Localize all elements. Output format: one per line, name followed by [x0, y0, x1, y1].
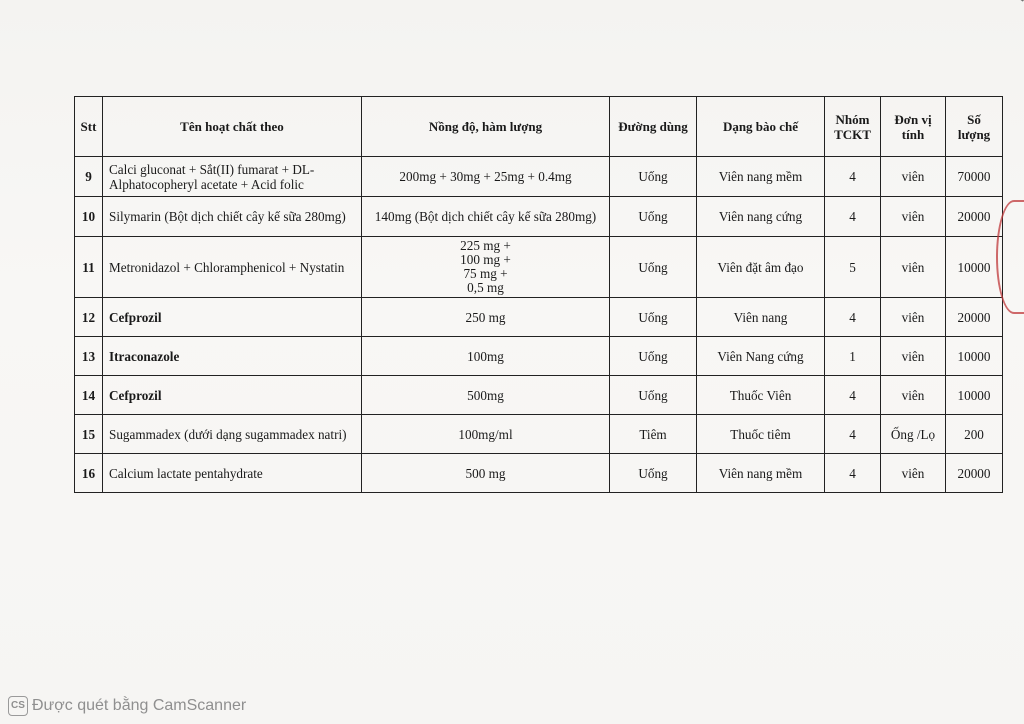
cell-name: Sugammadex (dưới dạng sugammadex natri) [103, 415, 362, 454]
cell-form: Viên nang [697, 298, 825, 337]
cell-group: 1 [825, 337, 881, 376]
cell-name: Cefprozil [103, 376, 362, 415]
header-unit: Đơn vị tính [881, 97, 946, 157]
cell-group: 4 [825, 298, 881, 337]
cell-route: Tiêm [610, 415, 697, 454]
cell-concentration: 250 mg [362, 298, 610, 337]
cell-name: Metronidazol + Chloramphenicol + Nystatin [103, 237, 362, 298]
cell-name: Cefprozil [103, 298, 362, 337]
cell-route: Uống [610, 337, 697, 376]
cell-group: 5 [825, 237, 881, 298]
table-row [75, 337, 1003, 376]
cell-concentration: 100mg [362, 337, 610, 376]
concentration-line: 100 mg + [460, 252, 511, 267]
table-row [75, 157, 1003, 197]
cell-concentration: 500mg [362, 376, 610, 415]
cell-quantity: 20000 [946, 197, 1003, 237]
cell-unit: Ống /Lọ [881, 415, 946, 454]
cell-form: Thuốc Viên [697, 376, 825, 415]
cell-unit: viên [881, 454, 946, 493]
cell-stt: 14 [75, 376, 103, 415]
cell-stt: 16 [75, 454, 103, 493]
concentration-line: 75 mg + [463, 266, 508, 281]
cell-route: Uống [610, 157, 697, 197]
table-row [75, 298, 1003, 337]
cell-concentration: 140mg (Bột dịch chiết cây kế sữa 280mg) [362, 197, 610, 237]
header-route: Đường dùng [610, 97, 697, 157]
cell-name: Itraconazole [103, 337, 362, 376]
cell-unit: viên [881, 157, 946, 197]
cell-stt: 11 [75, 237, 103, 298]
table-row [75, 415, 1003, 454]
scanner-footer [8, 696, 246, 716]
cell-stt: 13 [75, 337, 103, 376]
drug-table [74, 96, 1003, 493]
table-row [75, 376, 1003, 415]
header-group: Nhóm TCKT [825, 97, 881, 157]
table-row [75, 197, 1003, 237]
cell-concentration: 100mg/ml [362, 415, 610, 454]
header-stt: Stt [75, 97, 103, 157]
cell-unit: viên [881, 337, 946, 376]
concentration-line: 0,5 mg [467, 280, 504, 295]
cell-concentration: 500 mg [362, 454, 610, 493]
cell-quantity: 10000 [946, 376, 1003, 415]
cell-group: 4 [825, 376, 881, 415]
red-stamp-edge [996, 200, 1024, 314]
cell-unit: viên [881, 376, 946, 415]
cell-form: Viên đặt âm đạo [697, 237, 825, 298]
cell-concentration: 200mg + 30mg + 25mg + 0.4mg [362, 157, 610, 197]
scanner-footer-text: Được quét bằng CamScanner [32, 697, 247, 714]
table-row [75, 237, 1003, 298]
header-name: Tên hoạt chất theo [103, 97, 362, 157]
cell-unit: viên [881, 237, 946, 298]
cell-stt: 12 [75, 298, 103, 337]
cell-form: Thuốc tiêm [697, 415, 825, 454]
cell-concentration [362, 237, 610, 298]
cell-stt: 15 [75, 415, 103, 454]
cell-name: Silymarin (Bột dịch chiết cây kế sữa 280mg) [103, 197, 362, 237]
header-concentration: Nồng độ, hàm lượng [362, 97, 610, 157]
cell-quantity: 10000 [946, 337, 1003, 376]
cell-quantity: 10000 [946, 237, 1003, 298]
cell-quantity: 20000 [946, 298, 1003, 337]
cell-form: Viên nang mềm [697, 157, 825, 197]
cell-quantity: 200 [946, 415, 1003, 454]
cell-route: Uống [610, 237, 697, 298]
cell-route: Uống [610, 298, 697, 337]
table-header-row [75, 97, 1003, 157]
cell-unit: viên [881, 298, 946, 337]
cell-form: Viên Nang cứng [697, 337, 825, 376]
cell-group: 4 [825, 454, 881, 493]
cell-group: 4 [825, 157, 881, 197]
cell-form: Viên nang mềm [697, 454, 825, 493]
cell-quantity: 70000 [946, 157, 1003, 197]
cell-group: 4 [825, 197, 881, 237]
cell-form: Viên nang cứng [697, 197, 825, 237]
cell-name: Calci gluconat + Sắt(II) fumarat + DL-Alphatocopheryl acetate + Acid folic [103, 157, 362, 197]
cell-name: Calcium lactate pentahydrate [103, 454, 362, 493]
header-quantity: Số lượng [946, 97, 1003, 157]
cell-route: Uống [610, 197, 697, 237]
concentration-line: 225 mg + [460, 238, 511, 253]
cell-unit: viên [881, 197, 946, 237]
cell-stt: 10 [75, 197, 103, 237]
table-row [75, 454, 1003, 493]
header-form: Dạng bào chế [697, 97, 825, 157]
cell-route: Uống [610, 376, 697, 415]
camscanner-logo-icon: CS [8, 696, 28, 716]
cell-quantity: 20000 [946, 454, 1003, 493]
cell-stt: 9 [75, 157, 103, 197]
cell-group: 4 [825, 415, 881, 454]
cell-route: Uống [610, 454, 697, 493]
